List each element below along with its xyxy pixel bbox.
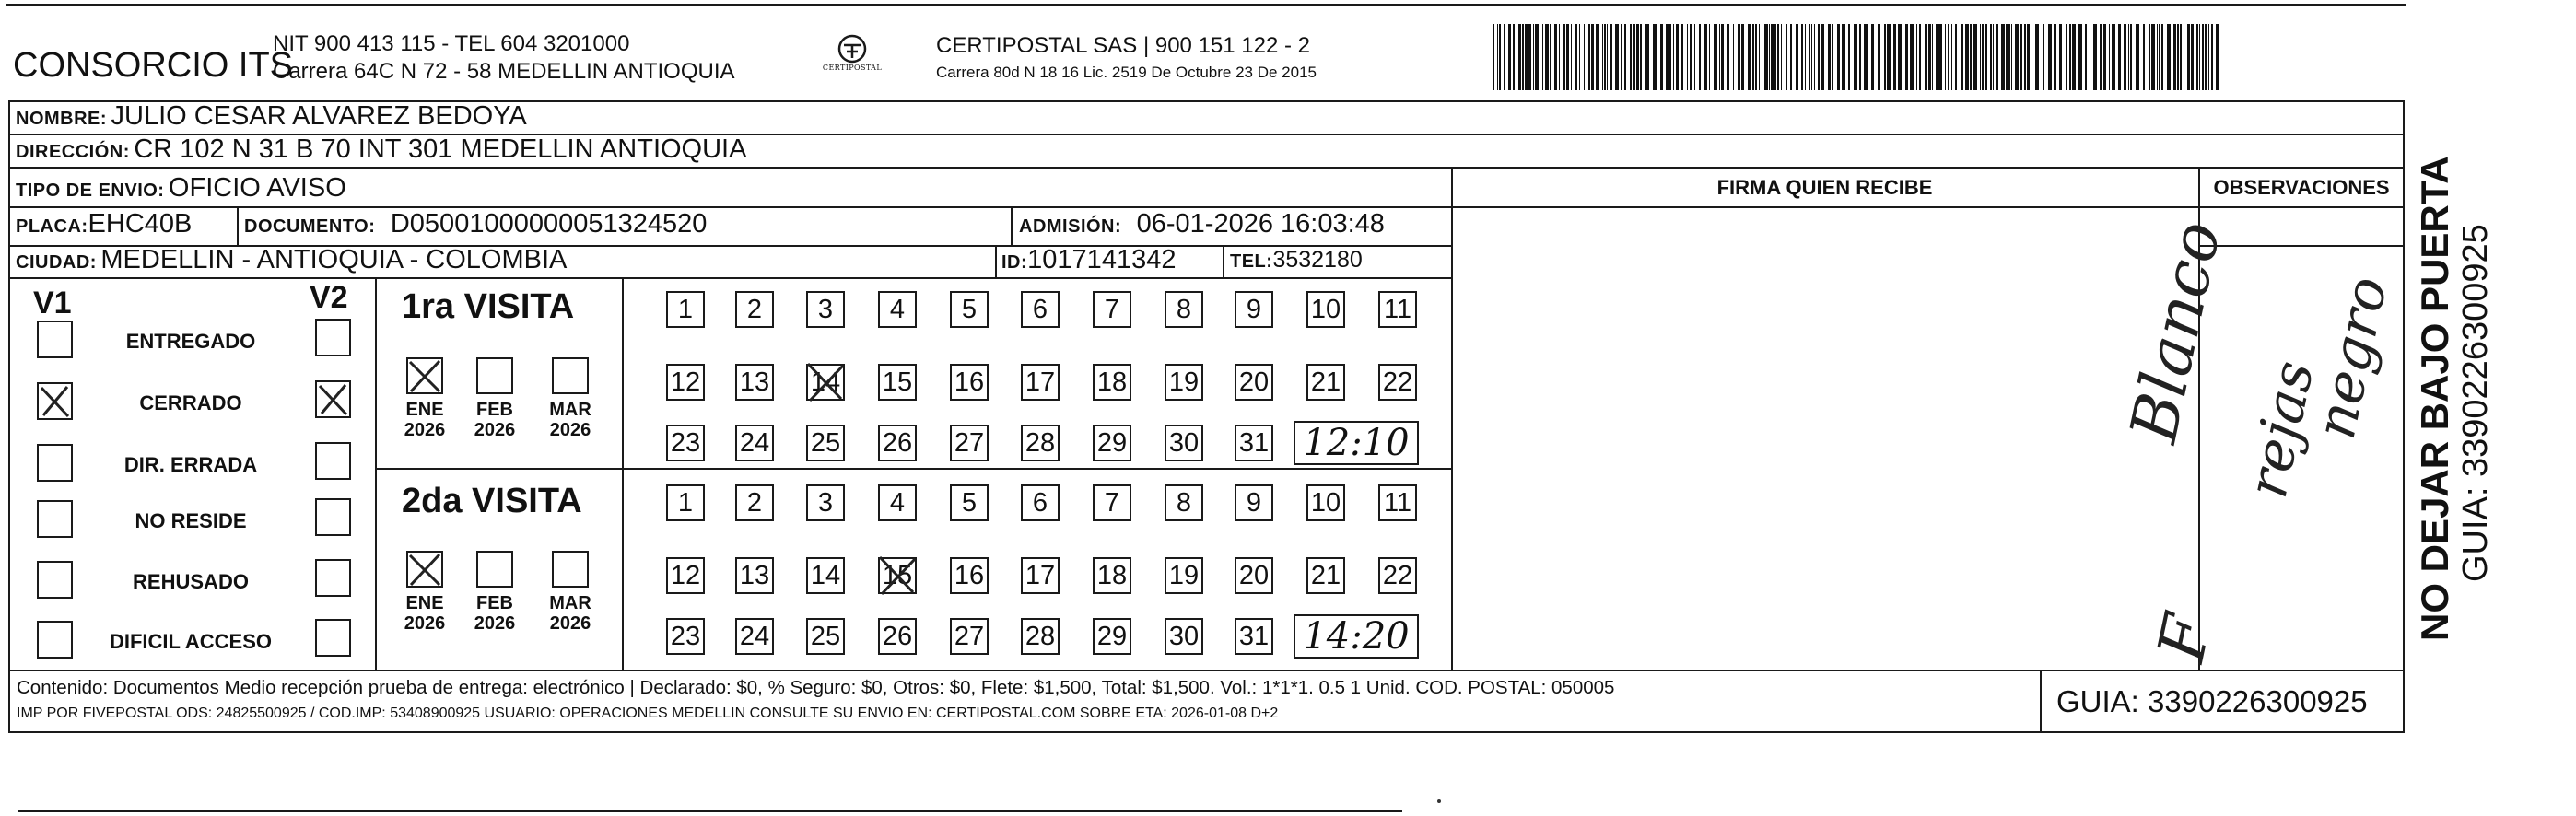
visit-1-day[interactable]: 15 (878, 364, 917, 401)
visit-2-day[interactable]: 15 (878, 557, 917, 594)
v2-label: V2 (310, 280, 348, 315)
visit-1-day[interactable]: 1 (666, 291, 705, 328)
visit-1-day[interactable]: 8 (1165, 291, 1203, 328)
v1-checkbox[interactable] (37, 621, 73, 659)
visit-2-day[interactable]: 8 (1165, 484, 1203, 521)
visit-2-day[interactable]: 24 (735, 618, 774, 655)
tel-value: 3532180 (1272, 247, 1363, 273)
status-option-label: CERRADO (139, 391, 242, 414)
visit-2-day[interactable]: 4 (878, 484, 917, 521)
visit-2-day[interactable]: 10 (1306, 484, 1345, 521)
company-name: CONSORCIO ITS (13, 46, 294, 85)
visit-2-day[interactable]: 11 (1378, 484, 1417, 521)
visit-1-day[interactable]: 31 (1235, 425, 1273, 461)
visit-1-time[interactable]: 12:10 (1294, 421, 1419, 465)
admision-label: ADMISIÓN: (1019, 216, 1122, 237)
visit-1-day[interactable]: 14 (806, 364, 845, 401)
visit-2-day[interactable]: 19 (1165, 557, 1203, 594)
visit-1-day[interactable]: 10 (1306, 291, 1345, 328)
x-mark-icon (39, 384, 72, 419)
placa-value: EHC40B (88, 209, 193, 239)
v1-checkbox[interactable] (37, 321, 73, 358)
tipo-envio-label: TIPO DE ENVIO: (16, 181, 165, 201)
visit-1-day[interactable]: 2 (735, 291, 774, 328)
visit-1-day[interactable]: 11 (1378, 291, 1417, 328)
col-line (995, 245, 997, 277)
status-option-label: REHUSADO (133, 570, 249, 593)
nombre-value: JULIO CESAR ALVAREZ BEDOYA (111, 101, 527, 131)
visit-2-day[interactable]: 30 (1165, 618, 1203, 655)
visit-2-month-label: ENE 2026 (404, 593, 446, 635)
visit-1-month-checkbox[interactable] (552, 357, 589, 394)
barcode (1493, 24, 2224, 90)
status-option-label: DIR. ERRADA (123, 453, 258, 476)
footer-line (8, 670, 2405, 671)
visit-1-day[interactable]: 30 (1165, 425, 1203, 461)
visit-2-day[interactable]: 13 (735, 557, 774, 594)
admision-cell (1019, 211, 1385, 238)
handwriting-negro: negro (2303, 271, 2401, 445)
x-mark-icon (408, 553, 443, 588)
col-line (237, 206, 239, 245)
visit-2-month-label: FEB 2026 (474, 593, 516, 635)
tipo-envio-row (16, 175, 346, 202)
visit-1-day[interactable]: 24 (735, 425, 774, 461)
status-option-label: NO RESIDE (135, 509, 247, 532)
v2-checkbox[interactable] (315, 442, 351, 480)
observaciones-label: OBSERVACIONES (2213, 176, 2390, 199)
placa-cell (16, 211, 192, 238)
visit-1-day[interactable]: 28 (1021, 425, 1060, 461)
scan-dot (1437, 799, 1441, 803)
v2-checkbox[interactable] (315, 619, 351, 657)
tel-cell (1230, 249, 1363, 272)
v1-checkbox[interactable] (37, 444, 73, 482)
x-mark-icon (317, 382, 350, 417)
col-line (1223, 245, 1224, 277)
visit-1-day[interactable]: 17 (1021, 364, 1060, 401)
visit-2-day[interactable]: 1 (666, 484, 705, 521)
v2-checkbox[interactable] (315, 559, 351, 597)
documento-cell (244, 211, 707, 238)
company-nit: NIT 900 413 115 - TEL 604 3201000 (273, 31, 630, 56)
footer-imp-line: IMP POR FIVEPOSTAL ODS: 24825500925 / COD.IMP: 53408900925 USUARIO: OPERACIONES MEDELLIN CONSULTE SU ENVIO EN: CERTIPOSTAL.COM SOBRE ETA: 2026-01-08 D+2 (17, 705, 1279, 721)
visit-1-title: 1ra VISITA (402, 287, 575, 326)
visit-1-day[interactable]: 6 (1021, 291, 1060, 328)
visit-2-month-label: MAR 2026 (549, 593, 591, 635)
footer-guia: GUIA: 3390226300925 (2056, 684, 2368, 718)
v1-label: V1 (33, 286, 72, 321)
direccion-row (16, 136, 746, 163)
visit-1-month-checkbox[interactable] (476, 357, 513, 394)
visit-2-day[interactable]: 21 (1306, 557, 1345, 594)
visit-1-day[interactable]: 19 (1165, 364, 1203, 401)
visit-1-day[interactable]: 12 (666, 364, 705, 401)
footer-col-line (2040, 670, 2042, 733)
v1-checkbox[interactable] (37, 561, 73, 599)
visit-1-month-label: MAR 2026 (549, 400, 591, 441)
v2-checkbox[interactable] (315, 380, 351, 418)
ciudad-value: MEDELLIN - ANTIOQUIA - COLOMBIA (100, 245, 568, 274)
company-address: Carrera 64C N 72 - 58 MEDELLIN ANTIOQUIA (273, 59, 735, 84)
visit-2-month-checkbox[interactable] (406, 551, 443, 588)
visit-2-month-checkbox[interactable] (552, 551, 589, 588)
id-cell (1001, 247, 1176, 274)
col-line (1451, 167, 1453, 670)
visit-2-day[interactable]: 26 (878, 618, 917, 655)
top-rule (6, 4, 2406, 6)
firma-label: FIRMA QUIEN RECIBE (1716, 176, 1933, 199)
visit-2-day[interactable]: 29 (1093, 618, 1131, 655)
v2-checkbox[interactable] (315, 498, 351, 536)
visit-2-day[interactable]: 6 (1021, 484, 1060, 521)
visit-2-day[interactable]: 7 (1093, 484, 1131, 521)
visit-1-month-label: ENE 2026 (404, 400, 446, 441)
side-warning: NO DEJAR BAJO PUERTA (2413, 156, 2456, 641)
visit-1-day[interactable]: 16 (950, 364, 989, 401)
visit-1-day[interactable]: 3 (806, 291, 845, 328)
visit-2-day[interactable]: 31 (1235, 618, 1273, 655)
visit-2-day[interactable]: 5 (950, 484, 989, 521)
visit-2-title: 2da VISITA (402, 482, 582, 520)
handwriting-f: F (2143, 608, 2227, 669)
visit-2-day[interactable]: 18 (1093, 557, 1131, 594)
ciudad-cell (16, 247, 567, 274)
v1-checkbox[interactable] (37, 382, 73, 420)
v1-checkbox[interactable] (37, 500, 73, 538)
visit-separator (375, 468, 1451, 470)
tipo-envio-value: OFICIO AVISO (168, 173, 346, 203)
visit-1-day[interactable]: 4 (878, 291, 917, 328)
visit-2-month-checkbox[interactable] (476, 551, 513, 588)
visit-1-day[interactable]: 25 (806, 425, 845, 461)
documento-value: D05001000000051324520 (390, 209, 708, 239)
visit-2-day[interactable]: 3 (806, 484, 845, 521)
visit-2-day[interactable]: 16 (950, 557, 989, 594)
row-line (8, 277, 1451, 279)
row-line (8, 167, 2405, 169)
status-option-label: DIFICIL ACCESO (109, 630, 272, 653)
nombre-row (16, 103, 527, 130)
carrier-address: Carrera 80d N 18 16 Lic. 2519 De Octubre 23 De 2015 (936, 64, 1317, 81)
row-line (8, 206, 2405, 208)
certipostal-logo-icon (834, 33, 871, 64)
visit-2-day[interactable]: 12 (666, 557, 705, 594)
logo-caption: CERTIPOSTAL (822, 64, 883, 72)
day-x-mark-icon (872, 552, 920, 598)
visit-2-day[interactable]: 23 (666, 618, 705, 655)
carrier-name: CERTIPOSTAL SAS | 900 151 122 - 2 (936, 33, 1310, 58)
bottom-rule (18, 810, 1402, 812)
visit-1-day[interactable]: 23 (666, 425, 705, 461)
visit-1-day[interactable]: 7 (1093, 291, 1131, 328)
id-label: ID: (1001, 252, 1028, 273)
visit-2-day[interactable]: 14 (806, 557, 845, 594)
certipostal-logo (811, 33, 894, 85)
placa-label: PLACA: (16, 216, 88, 237)
footer-content-line: Contenido: Documentos Medio recepción prueba de entrega: electrónico | Declarado: $0, % Seguro: $0, Otros: $0, Flete: $1,500, Total: $1,500. Vol.: 1*1*1. 0.5 1 Unid. COD. POSTAL: 050005 (17, 677, 1615, 698)
visit-1-day[interactable]: 29 (1093, 425, 1131, 461)
visit-1-day[interactable]: 5 (950, 291, 989, 328)
v2-checkbox[interactable] (315, 319, 351, 356)
visit-1-day[interactable]: 27 (950, 425, 989, 461)
visit-2-day[interactable]: 27 (950, 618, 989, 655)
admision-value: 06-01-2026 16:03:48 (1136, 209, 1385, 239)
visit-1-day[interactable]: 13 (735, 364, 774, 401)
visit-2-day[interactable]: 20 (1235, 557, 1273, 594)
visit-2-day[interactable]: 9 (1235, 484, 1273, 521)
visit-1-day[interactable]: 22 (1378, 364, 1417, 401)
visit-2-time[interactable]: 14:20 (1294, 614, 1419, 659)
side-guia: GUIA: 3390226300925 (2456, 224, 2495, 582)
ciudad-label: CIUDAD: (16, 252, 97, 273)
handwriting-blanco: Blanco (2115, 215, 2236, 449)
visit-2-day[interactable]: 17 (1021, 557, 1060, 594)
visit-2-day[interactable]: 2 (735, 484, 774, 521)
tel-label: TEL: (1230, 251, 1273, 272)
documento-label: DOCUMENTO: (244, 216, 376, 237)
visit-1-day[interactable]: 18 (1093, 364, 1131, 401)
direccion-value: CR 102 N 31 B 70 INT 301 MEDELLIN ANTIOQUIA (134, 134, 747, 164)
visit-1-month-label: FEB 2026 (474, 400, 516, 441)
direccion-label: DIRECCIÓN: (16, 142, 130, 162)
nombre-label: NOMBRE: (16, 109, 108, 129)
visit-1-day[interactable]: 26 (878, 425, 917, 461)
x-mark-icon (408, 359, 443, 394)
id-value: 1017141342 (1027, 245, 1177, 274)
visit-2-day[interactable]: 28 (1021, 618, 1060, 655)
visit-1-month-checkbox[interactable] (406, 357, 443, 394)
day-x-mark-icon (801, 358, 849, 404)
handwriting-rejas: rejas (2235, 355, 2327, 504)
visit-divider (622, 277, 624, 670)
visit-1-day[interactable]: 9 (1235, 291, 1273, 328)
visit-2-day[interactable]: 22 (1378, 557, 1417, 594)
visit-1-day[interactable]: 20 (1235, 364, 1273, 401)
col-line (1011, 206, 1013, 245)
status-divider (375, 277, 377, 670)
visit-1-day[interactable]: 21 (1306, 364, 1345, 401)
visit-2-day[interactable]: 25 (806, 618, 845, 655)
status-option-label: ENTREGADO (125, 330, 256, 353)
